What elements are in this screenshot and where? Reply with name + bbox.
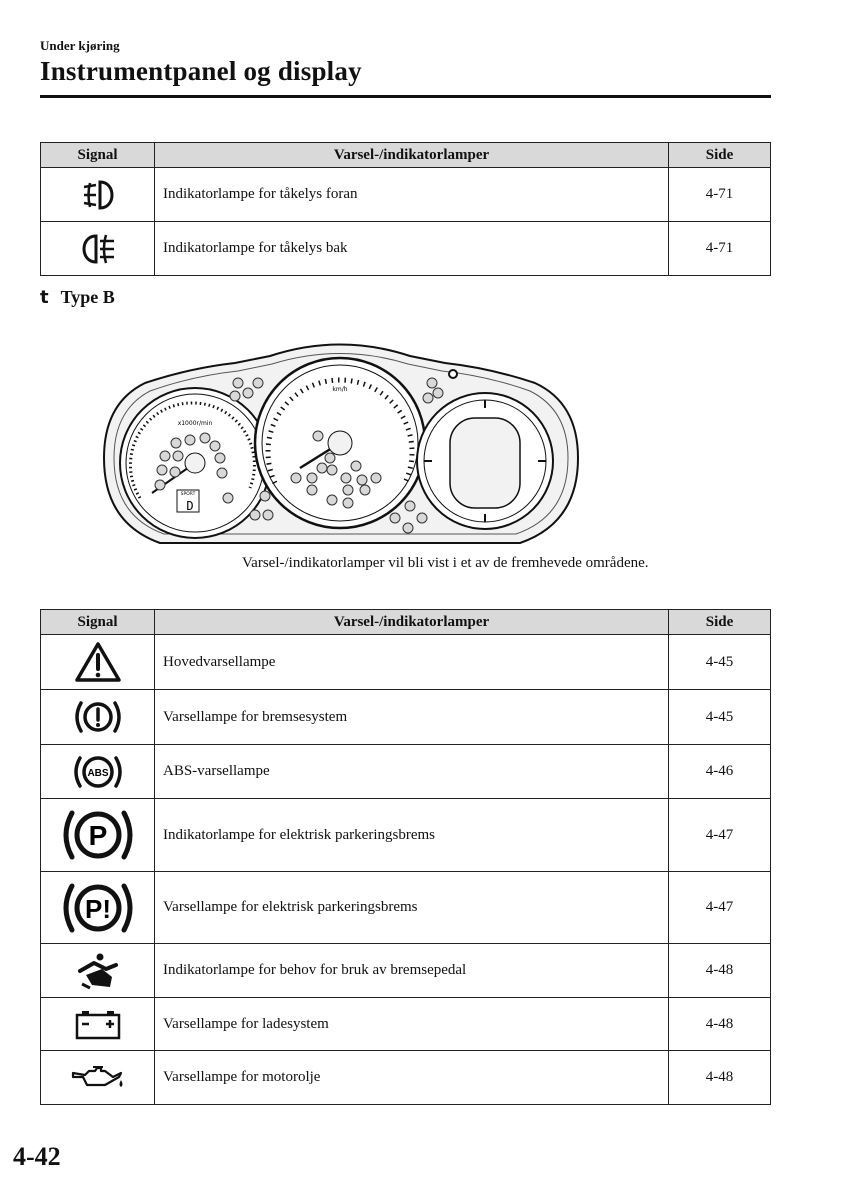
page-cell: 4-45: [669, 635, 771, 690]
description-cell: Indikatorlampe for elektrisk parkeringsbrems: [155, 799, 669, 872]
description-cell: Indikatorlampe for tåkelys bak: [155, 222, 669, 276]
indicator-spot: [253, 378, 263, 388]
abs-label: ABS: [86, 767, 109, 779]
signal-table-type-b: [40, 609, 771, 1105]
indicator-spot: [327, 465, 337, 475]
signal-cell: [41, 944, 155, 998]
rear-fog-light-icon: [78, 231, 118, 267]
table-row: [41, 168, 771, 222]
indicator-spot: [417, 513, 427, 523]
indicator-spot: [343, 485, 353, 495]
drive-mode: SPORT: [180, 492, 196, 497]
cluster-caption: Varsel-/indikatorlamper vil bli vist i et av de fremhevede områdene.: [242, 555, 649, 571]
table-row: [41, 635, 771, 690]
signal-cell: [41, 799, 155, 872]
indicator-spot: [307, 473, 317, 483]
table-row: [41, 944, 771, 998]
indicator-spot: [403, 523, 413, 533]
indicator-spot: [170, 467, 180, 477]
indicator-spot: [357, 475, 367, 485]
table-row: [41, 222, 771, 276]
page-cell: 4-48: [669, 1051, 771, 1105]
title-rule: [40, 95, 771, 98]
signal-cell: [41, 222, 155, 276]
page-number: 4-42: [13, 1142, 61, 1171]
indicator-spot: [173, 451, 183, 461]
description-cell: Varsellampe for bremsesystem: [155, 690, 669, 745]
page-cell: 4-45: [669, 690, 771, 745]
description-cell: Varsellampe for motorolje: [155, 1051, 669, 1105]
indicator-spot: [325, 453, 335, 463]
indicator-spot: [343, 498, 353, 508]
charging-system-warning-icon: [73, 1007, 123, 1041]
indicator-spot: [351, 461, 361, 471]
abs-warning-icon: [72, 752, 124, 792]
brake-system-warning-icon: [72, 697, 124, 737]
tachometer: [120, 388, 270, 538]
bullet-marker: t: [40, 287, 49, 308]
page-cell: 4-71: [669, 222, 771, 276]
signal-cell: [41, 872, 155, 944]
indicator-spot: [250, 510, 260, 520]
page-cell: 4-47: [669, 872, 771, 944]
table-row: [41, 745, 771, 799]
page-cell: 4-47: [669, 799, 771, 872]
indicator-spot: [171, 438, 181, 448]
indicator-spot: [327, 495, 337, 505]
description-cell: ABS-varsellampe: [155, 745, 669, 799]
table-row: [41, 690, 771, 745]
indicator-spot: [317, 463, 327, 473]
page-cell: 4-46: [669, 745, 771, 799]
gear-indicator: D: [186, 499, 194, 513]
indicator-spot: [185, 435, 195, 445]
indicator-spot: [371, 473, 381, 483]
indicator-spot: [200, 433, 210, 443]
description-cell: Indikatorlampe for behov for bruk av bremsepedal: [155, 944, 669, 998]
description-cell: Varsellampe for ladesystem: [155, 998, 669, 1051]
signal-table-fog: [40, 142, 771, 276]
indicator-spot: [433, 388, 443, 398]
description-cell: Indikatorlampe for tåkelys foran: [155, 168, 669, 222]
indicator-spot: [307, 485, 317, 495]
type-b-heading: [40, 287, 115, 308]
signal-cell: [41, 168, 155, 222]
column-header-lamps: Varsel-/indikatorlamper: [155, 610, 669, 635]
column-header-signal: Signal: [41, 143, 155, 168]
page-cell: 4-71: [669, 168, 771, 222]
engine-oil-warning-icon: [69, 1063, 127, 1093]
electric-parking-brake-warning-icon: [60, 878, 136, 938]
type-b-label: Type B: [60, 287, 115, 307]
indicator-spot: [405, 501, 415, 511]
column-header-lamps: Varsel-/indikatorlamper: [155, 143, 669, 168]
indicator-spot: [215, 453, 225, 463]
master-warning-icon: [74, 641, 122, 683]
table-header-row: [41, 610, 771, 635]
indicator-spot: [341, 473, 351, 483]
column-header-page: Side: [669, 610, 771, 635]
parking-warning-label: P!: [84, 893, 111, 924]
indicator-spot: [233, 378, 243, 388]
signal-cell: [41, 635, 155, 690]
front-fog-light-icon: [78, 177, 118, 213]
column-header-signal: Signal: [41, 610, 155, 635]
section-label: Under kjøring: [40, 38, 120, 53]
table-row: [41, 1051, 771, 1105]
signal-cell: [41, 690, 155, 745]
indicator-spot: [360, 485, 370, 495]
description-cell: Hovedvarsellampe: [155, 635, 669, 690]
indicator-spot: [230, 391, 240, 401]
indicator-spot: [263, 510, 273, 520]
instrument-cluster-illustration: [100, 328, 580, 553]
speed-unit: km/h: [332, 386, 348, 393]
description-cell: Varsellampe for elektrisk parkeringsbrems: [155, 872, 669, 944]
column-header-page: Side: [669, 143, 771, 168]
indicator-spot: [155, 480, 165, 490]
indicator-spot: [160, 451, 170, 461]
electric-parking-brake-indicator-icon: [60, 805, 136, 865]
indicator-spot: [390, 513, 400, 523]
indicator-spot: [423, 393, 433, 403]
indicator-spot: [427, 378, 437, 388]
signal-cell: [41, 998, 155, 1051]
speedometer: [255, 358, 425, 528]
page-cell: 4-48: [669, 944, 771, 998]
table-row: [41, 998, 771, 1051]
table-header-row: [41, 143, 771, 168]
page-title: Instrumentpanel og display: [40, 56, 362, 86]
indicator-spot: [260, 491, 270, 501]
signal-cell: [41, 745, 155, 799]
indicator-spot: [291, 473, 301, 483]
indicator-spot: [313, 431, 323, 441]
table-row: [41, 872, 771, 944]
parking-label: P: [88, 820, 107, 851]
brake-pedal-indicator-icon: [76, 951, 120, 991]
page-cell: 4-48: [669, 998, 771, 1051]
signal-cell: [41, 1051, 155, 1105]
indicator-spot: [243, 388, 253, 398]
table-row: [41, 799, 771, 872]
indicator-spot: [157, 465, 167, 475]
indicator-spot: [217, 468, 227, 478]
indicator-spot: [210, 441, 220, 451]
indicator-spot: [223, 493, 233, 503]
tach-unit: x1000r/min: [177, 420, 213, 427]
